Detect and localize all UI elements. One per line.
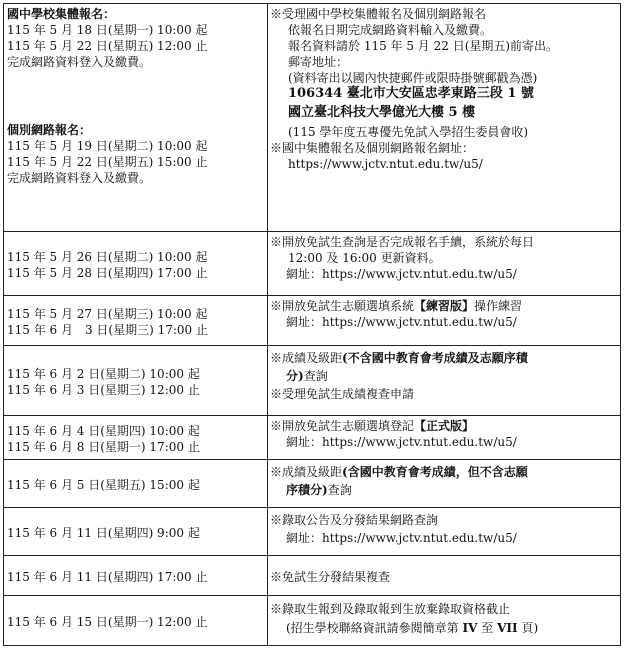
description-cell — [268, 508, 621, 556]
description-cell — [268, 296, 621, 346]
desc-line — [270, 298, 620, 314]
date-line: 115 年 6 月 11 日(星期四) 9:00 起 — [7, 525, 200, 540]
desc-line — [270, 350, 620, 368]
desc-bold: 分) — [286, 369, 304, 383]
date-cell — [4, 4, 268, 232]
page-ref: IV — [462, 621, 478, 635]
desc-text: ※成績及級距 — [270, 351, 343, 365]
page-ref: VII — [497, 621, 518, 635]
desc-bold: 序積分) — [286, 483, 328, 497]
table-row — [4, 596, 621, 646]
desc-line — [270, 620, 620, 636]
desc-line — [270, 464, 620, 482]
table-row — [4, 296, 621, 346]
date-cell — [4, 508, 268, 556]
desc-text: 查詢 — [327, 483, 352, 497]
schedule-table — [3, 3, 621, 646]
desc-line: (115 學年度五專優先免試入學招生委員會收) — [288, 125, 529, 139]
date-line: 115 年 6 月 3 日(星期三) 17:00 止 — [7, 322, 209, 337]
date-line: 115 年 6 月 15 日(星期一) 12:00 止 — [7, 614, 208, 629]
desc-line — [270, 368, 620, 386]
date-line: 115 年 6 月 5 日(星期五) 15:00 起 — [7, 477, 200, 492]
date-line: 115 年 5 月 26 日(星期二) 10:00 起 — [7, 249, 208, 264]
desc-line — [270, 418, 620, 434]
desc-bold: (含國中教育會考成績，但不含志願 — [342, 465, 528, 479]
date-line: 115 年 5 月 27 日(星期三) 10:00 起 — [7, 306, 208, 321]
group-title: 國中學校集體報名： — [7, 7, 116, 21]
date-line: 115 年 5 月 18 日(星期一) 10:00 起 — [7, 23, 208, 37]
table-row — [4, 346, 621, 416]
desc-text: 至 — [481, 621, 494, 635]
date-note: 完成網路資料登入及繳費。 — [7, 55, 152, 69]
table-row — [4, 4, 621, 232]
url-link[interactable]: 網址：https://www.jctv.ntut.edu.tw/u5/ — [286, 435, 517, 449]
mailing-address: 國立臺北科技大學億光大樓 5 樓 — [288, 105, 476, 120]
desc-line: ※錄取公告及分發結果網路查詢 — [270, 513, 439, 527]
table-row — [4, 232, 621, 296]
table-row — [4, 460, 621, 508]
group-title: 個別網路報名： — [7, 123, 92, 137]
date-cell — [4, 232, 268, 296]
desc-line: 郵寄地址： — [288, 55, 349, 69]
desc-text: ※成績及級距 — [270, 465, 343, 479]
description-cell — [268, 416, 621, 460]
date-line: 115 年 6 月 3 日(星期三) 12:00 止 — [7, 382, 200, 397]
description-cell — [268, 4, 621, 232]
desc-line: ※受理國中學校集體報名及個別網路報名 — [270, 7, 487, 21]
desc-line: ※受理免試生成績複查申請 — [270, 387, 415, 401]
table-row — [4, 508, 621, 556]
desc-line: 依報名日期完成網路資料輸入及繳費。 — [288, 23, 493, 37]
description-cell — [268, 460, 621, 508]
desc-line: 報名資料請於 115 年 5 月 22 日(星期五)前寄出。 — [288, 39, 559, 53]
desc-line: ※錄取生報到及錄取報到生放棄錄取資格截止 — [270, 602, 511, 616]
date-line: 115 年 6 月 4 日(星期四) 10:00 起 — [7, 423, 200, 438]
desc-line: ※國中集體報名及個別網路報名網址： — [270, 141, 475, 155]
date-line: 115 年 6 月 11 日(星期四) 17:00 止 — [7, 569, 208, 584]
description-cell — [268, 346, 621, 416]
date-cell — [4, 296, 268, 346]
table-row — [4, 416, 621, 460]
desc-line: ※免試生分發結果複查 — [270, 569, 391, 584]
date-line: 115 年 5 月 19 日(星期二) 10:00 起 — [7, 139, 208, 153]
date-line: 115 年 6 月 8 日(星期一) 17:00 止 — [7, 439, 200, 454]
url-link[interactable]: https://www.jctv.ntut.edu.tw/u5/ — [288, 157, 483, 171]
mailing-address: 106344 臺北市大安區忠孝東路三段 1 號 — [288, 86, 534, 101]
desc-text: ※開放免試生志願選填登記 — [270, 419, 415, 433]
date-line: 115 年 6 月 2 日(星期二) 10:00 起 — [7, 366, 200, 381]
date-cell — [4, 346, 268, 416]
description-cell — [268, 232, 621, 296]
desc-text: ※開放免試生志願選填系統 — [270, 299, 415, 313]
url-link[interactable]: 網址：https://www.jctv.ntut.edu.tw/u5/ — [286, 531, 517, 545]
date-cell — [4, 416, 268, 460]
desc-bold: (不含國中教育會考成績及志願序積 — [342, 351, 528, 365]
desc-text: 操作練習 — [474, 299, 523, 313]
table-row — [4, 556, 621, 596]
version-tag: 【正式版】 — [414, 419, 475, 433]
date-cell — [4, 460, 268, 508]
date-line: 115 年 5 月 28 日(星期四) 17:00 止 — [7, 265, 208, 280]
date-cell — [4, 556, 268, 596]
description-cell — [268, 596, 621, 646]
desc-text: 查詢 — [303, 369, 328, 383]
date-line: 115 年 5 月 22 日(星期五) 12:00 止 — [7, 39, 208, 53]
desc-line — [270, 482, 620, 498]
url-link[interactable]: 網址：https://www.jctv.ntut.edu.tw/u5/ — [286, 315, 517, 329]
date-line: 115 年 5 月 22 日(星期五) 15:00 止 — [7, 155, 208, 169]
desc-line: 12:00 及 16:00 更新資料。 — [288, 251, 441, 265]
desc-text: (招生學校聯絡資訊請參閱簡章第 — [286, 621, 459, 635]
version-tag: 【練習版】 — [414, 299, 475, 313]
date-cell — [4, 596, 268, 646]
desc-line: (資料寄出以國內快捷郵件或限時掛號郵戳為憑) — [288, 71, 538, 85]
url-link[interactable]: 網址：https://www.jctv.ntut.edu.tw/u5/ — [286, 267, 517, 281]
date-note: 完成網路資料登入及繳費。 — [7, 171, 152, 185]
desc-line: ※開放免試生查詢是否完成報名手續，系統於每日 — [270, 235, 535, 249]
description-cell — [268, 556, 621, 596]
desc-text: 頁) — [521, 621, 539, 635]
